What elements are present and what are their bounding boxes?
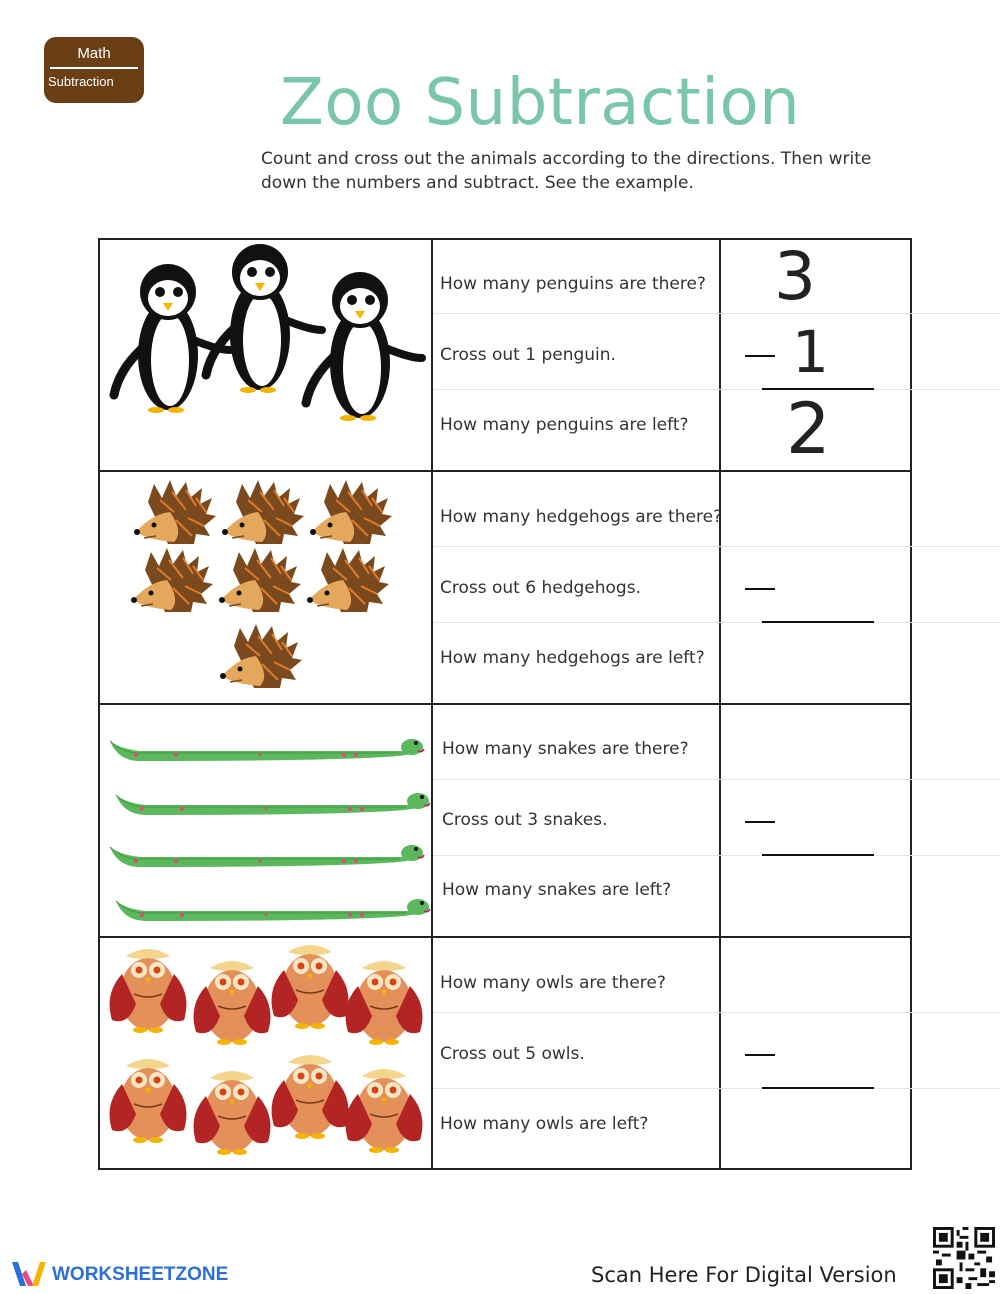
question-left-owls: How many owls are left? <box>440 1114 649 1134</box>
line-separator <box>433 546 1000 547</box>
question-total-hedgehogs: How many hedgehogs are there? <box>440 507 723 527</box>
owl-icon <box>272 1055 349 1139</box>
minus-sign <box>745 1054 775 1056</box>
answer-line <box>762 621 874 623</box>
penguin-icon <box>206 244 322 393</box>
answer-line <box>762 1087 874 1089</box>
snake-icon <box>110 739 424 761</box>
question-cross-out-snakes: Cross out 3 snakes. <box>442 810 608 830</box>
answer-cross-out-penguins: 1 <box>792 318 829 386</box>
hedgehog-icon <box>307 548 389 612</box>
line-separator <box>433 779 1000 780</box>
line-separator <box>433 622 1000 623</box>
hedgehog-icon <box>134 480 216 544</box>
question-total-penguins: How many penguins are there? <box>440 274 706 294</box>
answer-line <box>762 854 874 856</box>
owl-icon <box>194 961 271 1045</box>
question-left-snakes: How many snakes are left? <box>442 880 672 900</box>
snake-icon <box>116 793 430 815</box>
worksheet-table <box>98 238 912 1170</box>
owl-icon <box>346 961 423 1045</box>
question-total-snakes: How many snakes are there? <box>442 739 689 759</box>
owl-icon <box>346 1069 423 1153</box>
line-separator <box>433 1088 1000 1089</box>
badge-divider <box>50 67 138 69</box>
owl-icon <box>194 1071 271 1155</box>
answer-total-penguins: 3 <box>774 238 816 315</box>
line-separator <box>433 855 1000 856</box>
owl-icon <box>110 949 187 1033</box>
brand-name <box>52 1264 228 1286</box>
badge-topic: Subtraction <box>48 74 114 89</box>
question-total-owls: How many owls are there? <box>440 973 666 993</box>
subject-badge <box>44 37 144 103</box>
brand-word-worksheet: WORKSHEET <box>52 1264 176 1285</box>
question-cross-out-hedgehogs: Cross out 6 hedgehogs. <box>440 578 641 598</box>
line-separator <box>433 313 1000 314</box>
penguins-illustration <box>100 240 432 468</box>
worksheet-zone-logo[interactable] <box>10 1258 229 1292</box>
line-separator <box>433 1012 1000 1013</box>
minus-sign <box>745 355 775 357</box>
snakes-illustration <box>100 705 432 935</box>
hedgehog-icon <box>222 480 304 544</box>
qr-code-icon[interactable] <box>933 1227 995 1289</box>
penguin-icon <box>114 264 230 413</box>
question-left-hedgehogs: How many hedgehogs are left? <box>440 648 705 668</box>
snake-icon <box>110 845 424 867</box>
logo-icon <box>10 1258 48 1290</box>
hedgehog-icon <box>131 548 213 612</box>
hedgehog-icon <box>220 624 302 688</box>
snake-icon <box>116 899 430 921</box>
hedgehogs-illustration <box>100 472 432 702</box>
hedgehog-icon <box>310 480 392 544</box>
badge-subject: Math <box>77 45 111 62</box>
answer-left-penguins: 2 <box>786 388 831 470</box>
penguin-icon <box>306 272 422 421</box>
owl-icon <box>272 945 349 1029</box>
hedgehog-icon <box>219 548 301 612</box>
question-left-penguins: How many penguins are left? <box>440 415 689 435</box>
owl-icon <box>110 1059 187 1143</box>
minus-sign <box>745 588 775 590</box>
line-separator <box>433 389 1000 390</box>
owls-illustration <box>100 938 432 1168</box>
minus-sign <box>745 821 775 823</box>
scan-prompt: Scan Here For Digital Version <box>591 1263 897 1287</box>
question-cross-out-owls: Cross out 5 owls. <box>440 1044 585 1064</box>
question-cross-out-penguins: Cross out 1 penguin. <box>440 345 616 365</box>
page-title: Zoo Subtraction <box>280 66 801 140</box>
brand-word-zone: ZONE <box>175 1264 229 1285</box>
instructions: Count and cross out the animals according to the directions. Then write down the numbers and subtract. See the example. <box>261 149 872 193</box>
